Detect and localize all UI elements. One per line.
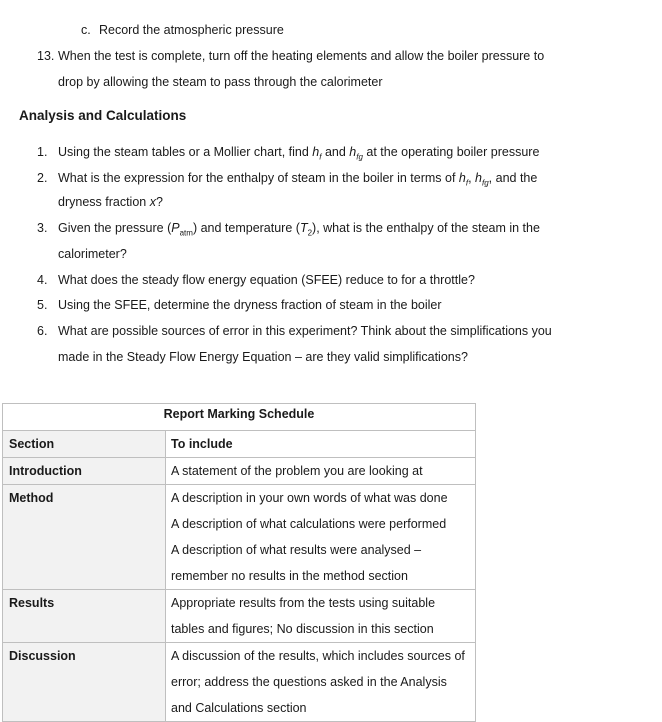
question-1: Using the steam tables or a Mollier chart, find $h_f$ and $h_{fg}$ at the operating boiler pressure	[58, 145, 540, 162]
list-marker: 2.	[37, 171, 48, 185]
question-2-line1: What is the expression for the enthalpy of steam in the boiler in terms of $h_f$, $h_{fg}$, and the	[58, 171, 538, 188]
list-marker: 13.	[37, 49, 55, 63]
table-header-row	[3, 431, 476, 458]
table-title-row	[3, 404, 476, 431]
include-cell: A discussion of the results, which includes sources of error; address the questions asked in the Analysis and Calculations section	[166, 643, 476, 722]
section-cell: Method	[3, 485, 166, 590]
marking-schedule-table	[2, 403, 476, 722]
procedure-item-13-line2: drop by allowing the steam to pass through the calorimeter	[58, 75, 383, 89]
header-include: To include	[166, 431, 476, 458]
table-row	[3, 643, 476, 722]
table-title: Report Marking Schedule	[3, 404, 476, 431]
list-marker: 3.	[37, 221, 48, 235]
include-cell: A statement of the problem you are looking at	[166, 458, 476, 485]
list-marker: 1.	[37, 145, 48, 159]
question-4: What does the steady flow energy equation (SFEE) reduce to for a throttle?	[58, 273, 475, 287]
procedure-item-c: Record the atmospheric pressure	[99, 23, 284, 37]
list-marker: 6.	[37, 324, 48, 338]
section-cell: Introduction	[3, 458, 166, 485]
include-cell: Appropriate results from the tests using suitable tables and figures; No discussion in this section	[166, 590, 476, 643]
section-cell: Discussion	[3, 643, 166, 722]
list-marker: 4.	[37, 273, 48, 287]
list-marker: 5.	[37, 298, 48, 312]
table-row	[3, 458, 476, 485]
question-6-line1: What are possible sources of error in this experiment? Think about the simplifications you	[58, 324, 552, 338]
procedure-item-13-line1: When the test is complete, turn off the heating elements and allow the boiler pressure to	[58, 49, 545, 63]
table-row	[3, 590, 476, 643]
question-2-line2: dryness fraction x?	[58, 195, 163, 209]
list-marker: c.	[81, 23, 91, 37]
question-6-line2: made in the Steady Flow Energy Equation – are they valid simplifications?	[58, 350, 468, 364]
question-3-line1: Given the pressure $(P_{atm})$ and temperature $(T_2)$, what is the enthalpy of the steam in the	[58, 221, 540, 238]
table-row	[3, 485, 476, 590]
section-heading: Analysis and Calculations	[19, 108, 187, 123]
include-cell: A description in your own words of what was done A description of what calculations were performed A description of what results were analysed – remember no results in the method section	[166, 485, 476, 590]
section-cell: Results	[3, 590, 166, 643]
question-5: Using the SFEE, determine the dryness fraction of steam in the boiler	[58, 298, 442, 312]
header-section: Section	[3, 431, 166, 458]
question-3-line2: calorimeter?	[58, 247, 127, 261]
